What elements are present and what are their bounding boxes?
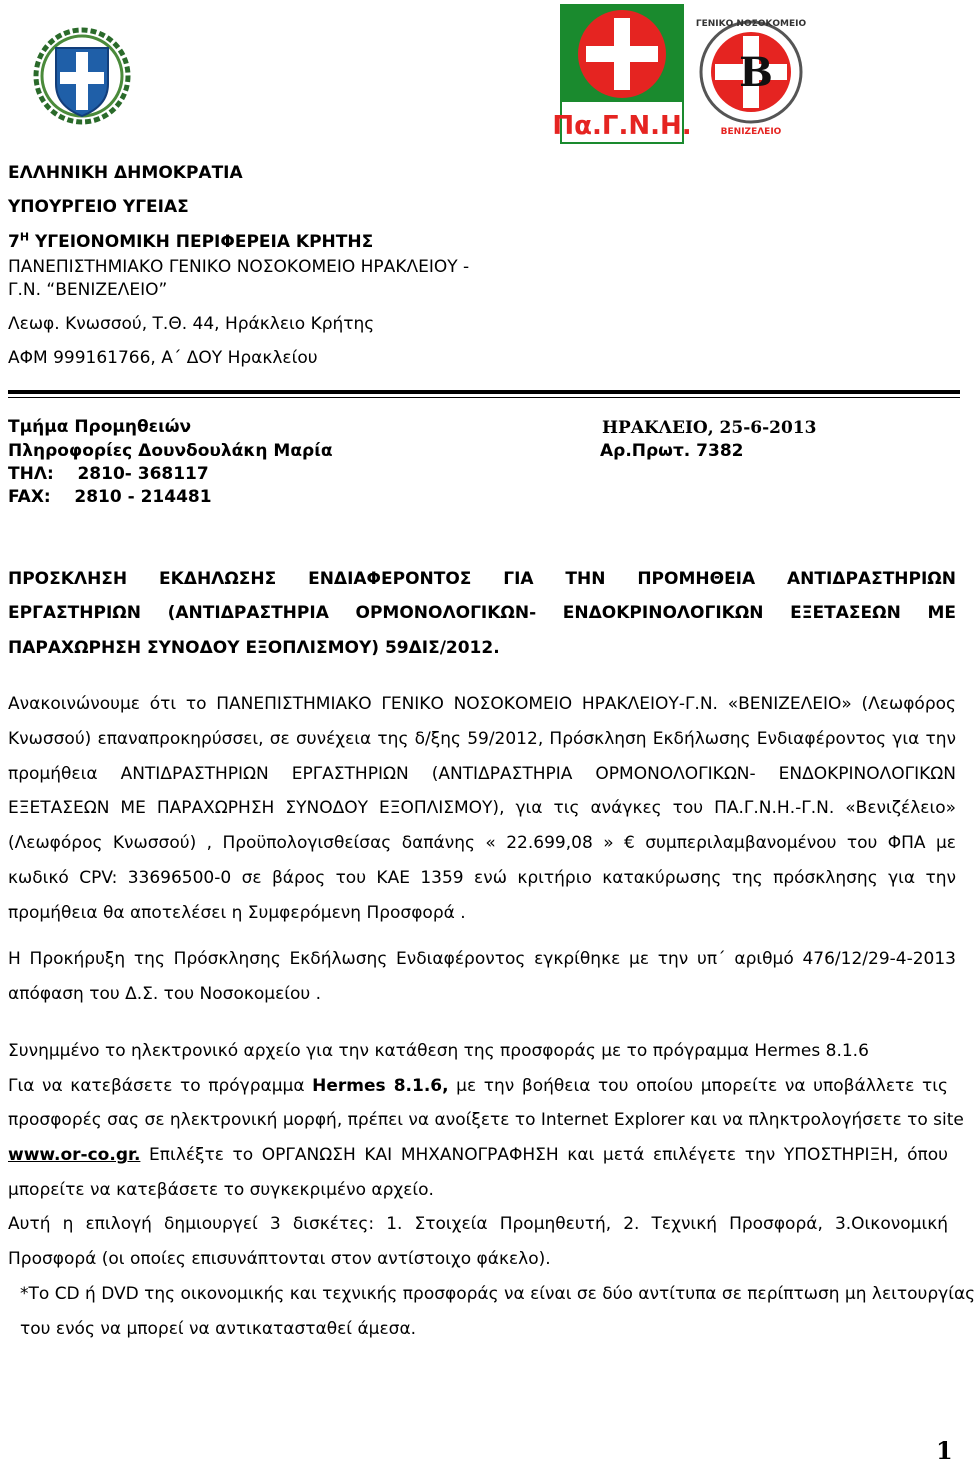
pagni-logo	[552, 4, 692, 144]
venizeleio-logo	[696, 6, 806, 142]
para3-line-6: Αυτή η επιλογή δημιουργεί 3 δισκέτες: 1. Στοιχεία Προμηθευτή, 2. Τεχνική Προσφορά, 3.Οικονομική	[8, 1214, 948, 1234]
para3-line-7: Προσφορά (οι οποίες επισυνάπτονται στον αντίστοιχο φάκελο).	[8, 1249, 551, 1269]
afm: ΑΦΜ 999161766, Α΄ ΔΟΥ Ηρακλείου	[8, 348, 318, 368]
hospital-line-1: ΠΑΝΕΠΙΣΤΗΜΙΑΚΟ ΓΕΝΙΚΟ ΝΟΣΟΚΟΜΕΙΟ ΗΡΑΚΛΕΙΟΥ -	[8, 257, 470, 277]
svg-text:B: B	[739, 49, 773, 96]
title-line-2: ΕΡΓΑΣΤΗΡΙΩΝ (ΑΝΤΙΔΡΑΣΤΗΡΙΑ ΟΡΜΟΝΟΛΟΓΙΚΩΝ- ΕΝΔΟΚΡΙΝΟΛΟΓΙΚΩΝ ΕΞΕΤΑΣΕΩΝ ΜΕ	[8, 603, 956, 623]
para1-line: κωδικό CPV: 33696500-0 σε βάρος του ΚΑΕ 1359 ενώ κριτήριο κατακύρωσης της πρόσκλησης για την	[8, 868, 956, 888]
coat-of-arms-logo	[34, 28, 130, 124]
para3-line-9: του ενός να μπορεί να αντικατασταθεί άμεσα.	[20, 1319, 417, 1339]
address: Λεωφ. Κνωσσού, Τ.Θ. 44, Ηράκλειο Κρήτης	[8, 314, 375, 334]
place-date: ΗΡΑΚΛΕΙΟ, 25-6-2013	[602, 418, 817, 438]
fax: FAX: 2810 - 214481	[8, 487, 212, 507]
para1-line: ΕΞΕΤΑΣΕΩΝ ΜΕ ΠΑΡΑΧΩΡΗΣΗ ΣΥΝΟΔΟΥ ΕΞΟΠΛΙΣΜΟΥ), για τις ανάγκες του ΠΑ.Γ.Ν.Η.-Γ.Ν. «Βενιζέλειο»	[8, 798, 956, 818]
title-line-3: ΠΑΡΑΧΩΡΗΣΗ ΣΥΝΟΔΟΥ ΕΞΟΠΛΙΣΜΟΥ) 59ΔΙΣ/2012.	[8, 638, 500, 658]
hermes-version: Hermes 8.1.6,	[312, 1076, 449, 1096]
para2-line: απόφαση του Δ.Σ. του Νοσοκομείου .	[8, 984, 322, 1004]
pagni-logo-text: Πα.Γ.Ν.Η.	[552, 111, 692, 141]
region-heading: $7^H$ ΥΓΕΙΟΝΟΜΙΚΗ ΠΕΡΙΦΕΡΕΙΑ ΚΡΗΤΗΣ	[8, 230, 374, 252]
para1-line: προμήθεια θα αποτελέσει η Συμφερόμενη Προσφορά .	[8, 903, 466, 923]
hospital-line-2: Γ.Ν. “ΒΕΝΙΖΕΛΕΙΟ”	[8, 280, 168, 300]
protocol-number: Αρ.Πρωτ. 7382	[600, 441, 744, 461]
title-line-1: ΠΡΟΣΚΛΗΣΗ ΕΚΔΗΛΩΣΗΣ ΕΝΔΙΑΦΕΡΟΝΤΟΣ ΓΙΑ ΤΗΝ ΠΡΟΜΗΘΕΙΑ ΑΝΤΙΔΡΑΣΤΗΡΙΩΝ	[8, 569, 956, 589]
venizeleio-logo-text-top: ΓΕΝΙΚΟ ΝΟΣΟΚΟΜΕΙΟ	[695, 19, 807, 29]
or-co-link[interactable]: www.or-co.gr.	[8, 1145, 141, 1165]
para3-line-2: Για να κατεβάσετε το πρόγραμμα Hermes 8.1.6, με την βοήθεια του οποίου μπορείτε να υποβάλλετε τις	[8, 1076, 948, 1096]
header-rule-thin	[8, 397, 960, 398]
header-rule-thick	[8, 390, 960, 394]
venizeleio-logo-text-bottom: ΒΕΝΙΖΕΛΕΙΟ	[720, 127, 782, 137]
para3-line-8: *Το CD ή DVD της οικονομικής και τεχνικής προσφοράς να είναι σε δύο αντίτυπα σε περίπτωση μη λειτουργίας	[20, 1284, 975, 1304]
para3-line-1: Συνημμένο το ηλεκτρονικό αρχείο για την κατάθεση της προσφοράς με το πρόγραμμα Hermes 8.1.6	[8, 1041, 869, 1061]
para3-line-5: μπορείτε να κατεβάσετε το συγκεκριμένο αρχείο.	[8, 1180, 434, 1200]
info-contact: Πληροφορίες Δουνδουλάκη Μαρία	[8, 441, 333, 461]
para3-line-3: προσφορές σας σε ηλεκτρονική μορφή, πρέπει να ανοίξετε το Internet Explorer και να πληκτρολογήσετε το site	[8, 1110, 964, 1130]
ministry-heading: ΥΠΟΥΡΓΕΙΟ ΥΓΕΙΑΣ	[8, 197, 189, 217]
tel: ΤΗΛ: 2810- 368117	[8, 464, 209, 484]
para1-line: (Λεωφόρος Κνωσσού) , Προϋπολογισθείσας δαπάνης « 22.699,08 » € συμπεριλαμβανομένου του ΦΠΑ με	[8, 833, 956, 853]
para1-line: Κνωσσού) επαναπροκηρύσσει, σε συνέχεια της δ/ξης 59/2012, Πρόσκληση Εκδήλωσης Ενδιαφέροντος για την	[8, 729, 956, 749]
para3-line-4: www.or-co.gr. Επιλέξτε το ΟΡΓΑΝΩΣΗ ΚΑΙ ΜΗΧΑΝΟΓΡΑΦΗΣΗ και μετά επιλέγετε την ΥΠΟΣΤΗΡΙΞΗ, όπου	[8, 1145, 948, 1165]
republic-heading: ΕΛΛΗΝΙΚΗ ΔΗΜΟΚΡΑΤΙΑ	[8, 163, 243, 183]
para1-line: Ανακοινώνουμε ότι το ΠΑΝΕΠΙΣΤΗΜΙΑΚΟ ΓΕΝΙΚΟ ΝΟΣΟΚΟΜΕΙΟ ΗΡΑΚΛΕΙΟΥ-Γ.Ν. «ΒΕΝΙΖΕΛΕΙΟ» (Λεωφόρος	[8, 694, 956, 714]
department: Τμήμα Προμηθειών	[8, 417, 192, 437]
page-number: 1	[936, 1436, 953, 1465]
para1-line: προμήθεια ΑΝΤΙΔΡΑΣΤΗΡΙΩΝ ΕΡΓΑΣΤΗΡΙΩΝ (ΑΝΤΙΔΡΑΣΤΗΡΙΑ ΟΡΜΟΝΟΛΟΓΙΚΩΝ- ΕΝΔΟΚΡΙΝΟΛΟΓΙΚΩΝ	[8, 764, 956, 784]
para2-line: Η Προκήρυξη της Πρόσκλησης Εκδήλωσης Ενδιαφέροντος εγκρίθηκε με την υπ΄ αριθμό 476/12/29-4-2013	[8, 949, 956, 969]
